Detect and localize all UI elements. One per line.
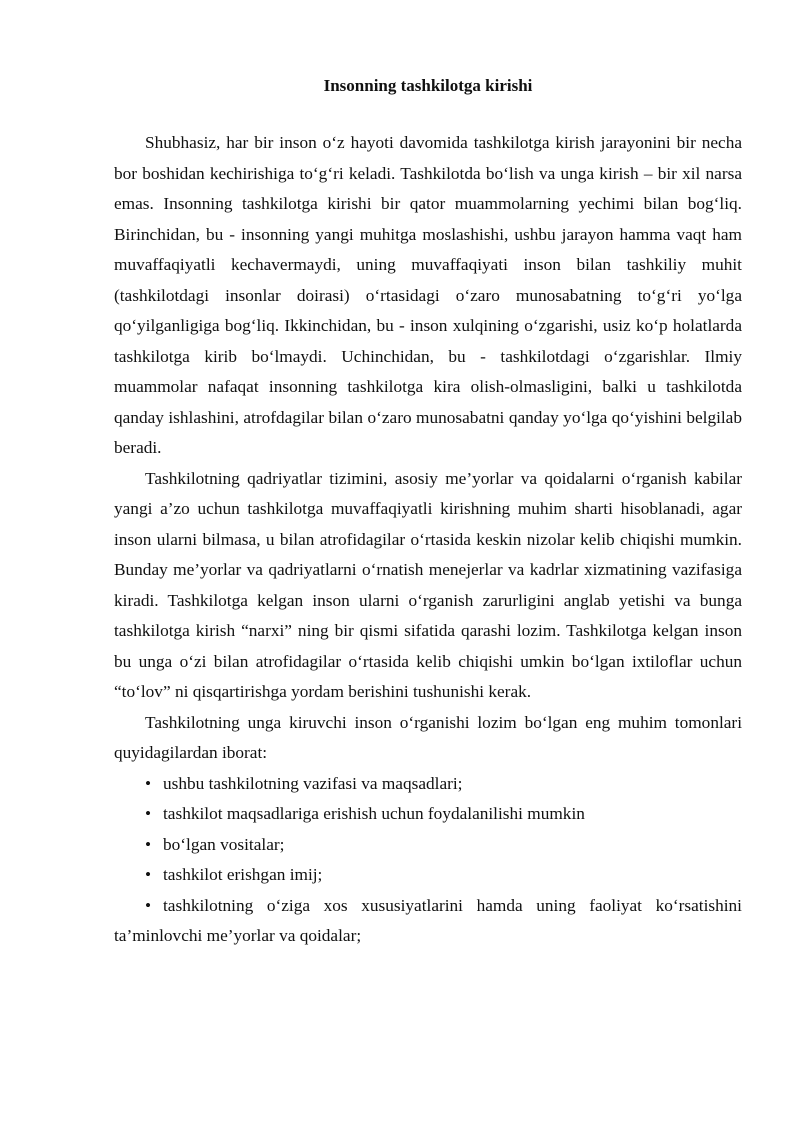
aspects-list — [114, 769, 742, 952]
list-item-text: tashkilot maqsadlariga erishish uchun foydalanilishi mumkin — [163, 804, 585, 823]
list-item — [114, 891, 742, 952]
bullet-icon: • — [145, 804, 152, 823]
list-item — [114, 830, 742, 861]
paragraph-intro: Shubhasiz, har bir inson o‘z hayoti davomida tashkilotga kirish jarayonini bir necha bor boshidan kechirishiga to‘g‘ri keladi. Tashkilotda bo‘lish va unga kirish – bir xil narsa emas. Insonning tashkilotga kirishi bir qator muammolarning yechimi bilan bog‘liq. Birinchidan, bu - insonning yangi muhitga moslashishi, ushbu jarayon hamma vaqt ham muvaffaqiyatli kechavermaydi, uning muvaffaqiyati inson bilan tashkiliy muhit (tashkilotdagi insonlar doirasi) o‘rtasidagi o‘zaro munosabatning to‘g‘ri yo‘lga qo‘yilganligiga bog‘liq. Ikkinchidan, bu - inson xulqining o‘zgarishi, usiz ko‘p holatlarda tashkilotga kirib bo‘lmaydi. Uchinchidan, bu - tashkilotdagi o‘zgarishlar. Ilmiy muammolar nafaqat insonning tashkilotga kira olish-olmasligini, balki u tashkilotda qanday ishlashini, atrofdagilar bilan o‘zaro munosabatni qanday yo‘lga qo‘yishini belgilab beradi. — [114, 133, 742, 457]
paragraph-values: Tashkilotning qadriyatlar tizimini, asosiy me’yorlar va qoidalarni o‘rganish kabilar yangi a’zo uchun tashkilotga muvaffaqiyatli kirishning muhim sharti hisoblanadi, agar inson ularni bilmasa, u bilan atrofidagilar o‘rtasida keskin nizolar kelib chiqishi mumkin. Bunday me’yorlar va qadriyatlarni o‘rnatish menejerlar va kadrlar xizmatining vazifasiga kiradi. Tashkilotga kelgan inson ularni o‘rganish zarurligini anglab yetishi va bunga tashkilotga kirish “narxi” ning bir qismi sifatida qarashi lozim. Tashkilotga kelgan inson bu unga o‘zi bilan atrofidagilar o‘rtasida kelib chiqishi umkin bo‘lgan ixtiloflar uchun “to‘lov” ni qisqartirishga yordam berishini tushunishi kerak. — [114, 468, 742, 701]
paragraph-aspects: Tashkilotning unga kiruvchi inson o‘rganishi lozim bo‘lgan eng muhim tomonlari quyidagilardan iborat: — [114, 712, 742, 762]
list-item — [114, 860, 742, 891]
bullet-icon: • — [145, 773, 152, 793]
bullet-icon: • — [145, 895, 152, 915]
list-item-text: bo‘lgan vositalar; — [163, 834, 285, 854]
list-item — [114, 769, 742, 800]
bullet-icon: • — [145, 834, 152, 854]
bullet-icon: • — [145, 865, 152, 884]
document-page — [114, 72, 742, 952]
list-item-text: tashkilotning o‘ziga xos xususiyatlarini hamda uning faoliyat ko‘rsatishini ta’minlovchi me’yorlar va qoidalar; — [114, 895, 742, 945]
document-title: Insonning tashkilotga kirishi — [323, 76, 533, 95]
list-item-text: ushbu tashkilotning vazifasi va maqsadlari; — [163, 773, 463, 793]
list-item-text: tashkilot erishgan imij; — [163, 865, 323, 884]
list-item — [114, 799, 742, 830]
